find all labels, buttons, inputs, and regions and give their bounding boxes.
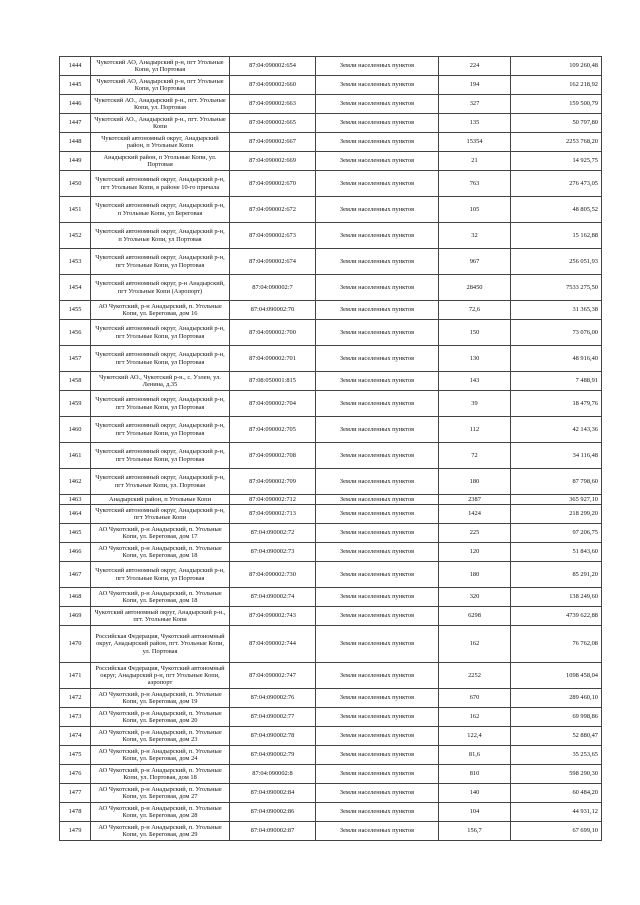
table-row xyxy=(60,822,602,841)
land-category-cell: Земли населенных пунктов xyxy=(316,727,439,746)
land-category-cell: Земли населенных пунктов xyxy=(316,469,439,495)
cadastral-number-cell: 87:04:090002:705 xyxy=(230,417,316,443)
table-row xyxy=(60,689,602,708)
cadastral-number-cell: 87:04:090002:654 xyxy=(230,57,316,76)
area-cell: 1424 xyxy=(439,505,511,524)
land-category-cell: Земли населенных пунктов xyxy=(316,765,439,784)
cadastral-value-cell: 44 931,12 xyxy=(511,803,602,822)
address-cell: Анадырский район, п Угольные Копи, ул. Портовая xyxy=(91,152,230,171)
table-row xyxy=(60,95,602,114)
address-cell: АО Чукотский, р-н Анадырский, п. Угольные Копи, ул. Береговая, дом 24 xyxy=(91,746,230,765)
address-cell: Чукотский автономный округ, Анадырский р-н, пгт Угольные Копи, ул Портовая xyxy=(91,443,230,469)
address-cell: Анадырский район, п Угольные Копи xyxy=(91,495,230,505)
table-row xyxy=(60,803,602,822)
table-row xyxy=(60,171,602,197)
table-row xyxy=(60,372,602,391)
area-cell: 81,6 xyxy=(439,746,511,765)
cadastral-number-cell: 87:04:090002:8 xyxy=(230,765,316,784)
row-number-cell: 1453 xyxy=(60,249,91,275)
land-category-cell: Земли населенных пунктов xyxy=(316,443,439,469)
table-row xyxy=(60,275,602,301)
row-number-cell: 1461 xyxy=(60,443,91,469)
table-row xyxy=(60,663,602,689)
area-cell: 763 xyxy=(439,171,511,197)
cadastral-value-cell: 218 299,20 xyxy=(511,505,602,524)
area-cell: 105 xyxy=(439,197,511,223)
cadastral-value-cell: 76 762,08 xyxy=(511,626,602,663)
cadastral-value-cell: 52 880,47 xyxy=(511,727,602,746)
table-row xyxy=(60,223,602,249)
cadastral-number-cell: 87:04:090002:663 xyxy=(230,95,316,114)
cadastral-value-cell: 1098 458,04 xyxy=(511,663,602,689)
land-category-cell: Земли населенных пунктов xyxy=(316,524,439,543)
cadastral-number-cell: 87:04:090002:74 xyxy=(230,588,316,607)
cadastral-number-cell: 87:04:090002:674 xyxy=(230,249,316,275)
address-cell: АО Чукотский, р-н Анадырский, п. Угольные Копи, ул. Береговая, дом 18 xyxy=(91,588,230,607)
land-category-cell: Земли населенных пунктов xyxy=(316,223,439,249)
table-row xyxy=(60,152,602,171)
cadastral-number-cell: 87:04:090002:660 xyxy=(230,76,316,95)
cadastral-value-cell: 598 290,30 xyxy=(511,765,602,784)
cadastral-value-cell: 365 927,10 xyxy=(511,495,602,505)
land-category-cell: Земли населенных пунктов xyxy=(316,607,439,626)
land-category-cell: Земли населенных пунктов xyxy=(316,626,439,663)
row-number-cell: 1469 xyxy=(60,607,91,626)
cadastral-value-cell: 48 916,40 xyxy=(511,346,602,372)
cadastral-value-cell: 2253 768,20 xyxy=(511,133,602,152)
area-cell: 15354 xyxy=(439,133,511,152)
address-cell: Чукотский автономный округ, Анадырский р-н., пгт. Угольные Копи xyxy=(91,607,230,626)
cadastral-value-cell: 48 805,52 xyxy=(511,197,602,223)
table-row xyxy=(60,524,602,543)
area-cell: 156,7 xyxy=(439,822,511,841)
cadastral-value-cell: 289 460,10 xyxy=(511,689,602,708)
address-cell: АО Чукотский, р-н Анадырский, п. Угольные Копи, ул. Береговая, дом 23 xyxy=(91,727,230,746)
address-cell: АО Чукотский, р-н Анадырский, п. Угольные Копи, ул. Береговая, дом 29 xyxy=(91,822,230,841)
land-plots-table xyxy=(59,56,602,841)
land-plots-table-body xyxy=(60,57,602,841)
address-cell: Чукотский АО., Чукотский р-н., с. Уэлен, ул. Ленина, д.35 xyxy=(91,372,230,391)
row-number-cell: 1475 xyxy=(60,746,91,765)
cadastral-number-cell: 87:04:090002:86 xyxy=(230,803,316,822)
address-cell: АО Чукотский, р-н Анадырский, п. Угольные Копи, ул. Портовая, дом 18 xyxy=(91,765,230,784)
cadastral-number-cell: 87:04:090002:78 xyxy=(230,727,316,746)
area-cell: 39 xyxy=(439,391,511,417)
cadastral-number-cell: 87:04:090002:79 xyxy=(230,746,316,765)
area-cell: 112 xyxy=(439,417,511,443)
land-category-cell: Земли населенных пунктов xyxy=(316,663,439,689)
cadastral-value-cell: 276 473,05 xyxy=(511,171,602,197)
area-cell: 180 xyxy=(439,562,511,588)
row-number-cell: 1447 xyxy=(60,114,91,133)
cadastral-value-cell: 35 253,65 xyxy=(511,746,602,765)
land-category-cell: Земли населенных пунктов xyxy=(316,803,439,822)
area-cell: 150 xyxy=(439,320,511,346)
area-cell: 670 xyxy=(439,689,511,708)
cadastral-value-cell: 15 162,88 xyxy=(511,223,602,249)
row-number-cell: 1446 xyxy=(60,95,91,114)
cadastral-number-cell: 87:04:090002:70 xyxy=(230,301,316,320)
cadastral-value-cell: 85 291,20 xyxy=(511,562,602,588)
cadastral-number-cell: 87:04:090002:665 xyxy=(230,114,316,133)
address-cell: Российская Федерация, Чукотский автономный округ, Анадырский р-н, пгт Угольные Копи, аэропорт xyxy=(91,663,230,689)
table-row xyxy=(60,417,602,443)
table-row xyxy=(60,765,602,784)
row-number-cell: 1449 xyxy=(60,152,91,171)
table-row xyxy=(60,76,602,95)
table-row xyxy=(60,133,602,152)
cadastral-number-cell: 87:04:090002:7 xyxy=(230,275,316,301)
cadastral-number-cell: 87:04:090002:704 xyxy=(230,391,316,417)
cadastral-number-cell: 87:04:090002:672 xyxy=(230,197,316,223)
row-number-cell: 1474 xyxy=(60,727,91,746)
cadastral-value-cell: 69 998,86 xyxy=(511,708,602,727)
row-number-cell: 1463 xyxy=(60,495,91,505)
address-cell: АО Чукотский, р-н Анадырский, п. Угольные Копи, ул. Береговая, дом 17 xyxy=(91,524,230,543)
address-cell: АО Чукотский, р-н Анадырский, п. Угольные Копи, ул. Береговая, дом 19 xyxy=(91,689,230,708)
area-cell: 143 xyxy=(439,372,511,391)
row-number-cell: 1462 xyxy=(60,469,91,495)
cadastral-value-cell: 87 798,60 xyxy=(511,469,602,495)
row-number-cell: 1470 xyxy=(60,626,91,663)
land-category-cell: Земли населенных пунктов xyxy=(316,76,439,95)
row-number-cell: 1467 xyxy=(60,562,91,588)
area-cell: 6298 xyxy=(439,607,511,626)
land-category-cell: Земли населенных пунктов xyxy=(316,197,439,223)
address-cell: Чукотский автономный округ, Анадырский р-н, пгт Угольные Копи, ул Портовая xyxy=(91,346,230,372)
cadastral-number-cell: 87:04:090002:73 xyxy=(230,543,316,562)
table-row xyxy=(60,249,602,275)
row-number-cell: 1460 xyxy=(60,417,91,443)
address-cell: Чукотский автономный округ, Анадырский район, п Угольные Копи xyxy=(91,133,230,152)
cadastral-number-cell: 87:04:090002:744 xyxy=(230,626,316,663)
table-row xyxy=(60,391,602,417)
cadastral-value-cell: 97 206,75 xyxy=(511,524,602,543)
area-cell: 130 xyxy=(439,346,511,372)
area-cell: 21 xyxy=(439,152,511,171)
address-cell: Чукотский автономный округ, Анадырский р-н, п Угольные Копи, ул Портовая xyxy=(91,223,230,249)
cadastral-value-cell: 51 843,60 xyxy=(511,543,602,562)
address-cell: Чукотский автономный округ, р-н Анадырский, пгт Угольные Копи (Аэропорт) xyxy=(91,275,230,301)
land-category-cell: Земли населенных пунктов xyxy=(316,133,439,152)
row-number-cell: 1476 xyxy=(60,765,91,784)
cadastral-value-cell: 73 076,00 xyxy=(511,320,602,346)
land-category-cell: Земли населенных пунктов xyxy=(316,708,439,727)
row-number-cell: 1466 xyxy=(60,543,91,562)
cadastral-value-cell: 50 797,80 xyxy=(511,114,602,133)
cadastral-value-cell: 42 143,36 xyxy=(511,417,602,443)
cadastral-value-cell: 4739 622,88 xyxy=(511,607,602,626)
cadastral-value-cell: 18 479,76 xyxy=(511,391,602,417)
land-category-cell: Земли населенных пунктов xyxy=(316,171,439,197)
area-cell: 224 xyxy=(439,57,511,76)
area-cell: 194 xyxy=(439,76,511,95)
address-cell: Российская Федерация, Чукотский автономный округ, Анадырский район, пгт. Угольные Копи, ул. Портовая xyxy=(91,626,230,663)
address-cell: Чукотский автономный округ, Анадырский р-н, пгт Угольные Копи, ул Портовая xyxy=(91,391,230,417)
cadastral-number-cell: 87:04:090002:709 xyxy=(230,469,316,495)
table-row xyxy=(60,114,602,133)
address-cell: Чукотский АО., Анадырский р-н., пгт. Угольные Копи, ул. Портовая xyxy=(91,95,230,114)
cadastral-number-cell: 87:04:090002:730 xyxy=(230,562,316,588)
table-row xyxy=(60,320,602,346)
address-cell: АО Чукотский, р-н Анадырский, п. Угольные Копи, ул. Береговая, дом 27 xyxy=(91,784,230,803)
table-row xyxy=(60,469,602,495)
land-category-cell: Земли населенных пунктов xyxy=(316,301,439,320)
area-cell: 104 xyxy=(439,803,511,822)
address-cell: Чукотский автономный округ, Анадырский р-н, пгт Угольные Копи, ул Портовая xyxy=(91,320,230,346)
address-cell: Чукотский автономный округ, Анадырский р-н, пгт Угольные Копи, ул Портовая xyxy=(91,249,230,275)
land-category-cell: Земли населенных пунктов xyxy=(316,746,439,765)
address-cell: Чукотский АО, Анадырский р-н, пгт Угольные Копи, ул Портовая xyxy=(91,57,230,76)
cadastral-number-cell: 87:08:050001:815 xyxy=(230,372,316,391)
cadastral-number-cell: 87:04:090002:747 xyxy=(230,663,316,689)
row-number-cell: 1473 xyxy=(60,708,91,727)
table-row xyxy=(60,626,602,663)
cadastral-value-cell: 162 218,92 xyxy=(511,76,602,95)
area-cell: 327 xyxy=(439,95,511,114)
area-cell: 135 xyxy=(439,114,511,133)
cadastral-number-cell: 87:04:090002:77 xyxy=(230,708,316,727)
table-row xyxy=(60,784,602,803)
land-category-cell: Земли населенных пунктов xyxy=(316,346,439,372)
area-cell: 162 xyxy=(439,708,511,727)
cadastral-number-cell: 87:04:090002:87 xyxy=(230,822,316,841)
area-cell: 2387 xyxy=(439,495,511,505)
land-category-cell: Земли населенных пунктов xyxy=(316,114,439,133)
cadastral-value-cell: 60 484,20 xyxy=(511,784,602,803)
cadastral-number-cell: 87:04:090002:76 xyxy=(230,689,316,708)
area-cell: 162 xyxy=(439,626,511,663)
cadastral-number-cell: 87:04:090002:712 xyxy=(230,495,316,505)
row-number-cell: 1448 xyxy=(60,133,91,152)
address-cell: Чукотский АО, Анадырский р-н, пгт Угольные Копи, ул Портовая xyxy=(91,76,230,95)
area-cell: 225 xyxy=(439,524,511,543)
cadastral-number-cell: 87:04:090002:72 xyxy=(230,524,316,543)
row-number-cell: 1457 xyxy=(60,346,91,372)
area-cell: 810 xyxy=(439,765,511,784)
cadastral-number-cell: 87:04:090002:743 xyxy=(230,607,316,626)
table-row xyxy=(60,346,602,372)
row-number-cell: 1458 xyxy=(60,372,91,391)
cadastral-number-cell: 87:04:090002:84 xyxy=(230,784,316,803)
table-row xyxy=(60,505,602,524)
address-cell: АО Чукотский, р-н Анадырский, п. Угольные Копи, ул. Береговая, дом 28 xyxy=(91,803,230,822)
land-category-cell: Земли населенных пунктов xyxy=(316,784,439,803)
cadastral-value-cell: 31 365,38 xyxy=(511,301,602,320)
cadastral-number-cell: 87:04:090002:669 xyxy=(230,152,316,171)
address-cell: Чукотский автономный округ, Анадырский р-н, пгт Угольные Копи, ул. Портовая xyxy=(91,469,230,495)
table-row xyxy=(60,495,602,505)
cadastral-value-cell: 14 925,75 xyxy=(511,152,602,171)
cadastral-value-cell: 7 488,91 xyxy=(511,372,602,391)
row-number-cell: 1455 xyxy=(60,301,91,320)
area-cell: 180 xyxy=(439,469,511,495)
row-number-cell: 1471 xyxy=(60,663,91,689)
row-number-cell: 1465 xyxy=(60,524,91,543)
area-cell: 2252 xyxy=(439,663,511,689)
row-number-cell: 1445 xyxy=(60,76,91,95)
land-category-cell: Земли населенных пунктов xyxy=(316,505,439,524)
land-category-cell: Земли населенных пунктов xyxy=(316,543,439,562)
cadastral-number-cell: 87:04:090002:713 xyxy=(230,505,316,524)
address-cell: АО Чукотский, р-н Анадырский, п. Угольные Копи, ул. Береговая, дом 18 xyxy=(91,543,230,562)
row-number-cell: 1450 xyxy=(60,171,91,197)
table-row xyxy=(60,443,602,469)
cadastral-number-cell: 87:04:090002:667 xyxy=(230,133,316,152)
table-row xyxy=(60,57,602,76)
area-cell: 140 xyxy=(439,784,511,803)
land-category-cell: Земли населенных пунктов xyxy=(316,689,439,708)
area-cell: 72 xyxy=(439,443,511,469)
table-row xyxy=(60,746,602,765)
land-category-cell: Земли населенных пунктов xyxy=(316,57,439,76)
cadastral-number-cell: 87:04:090002:673 xyxy=(230,223,316,249)
area-cell: 320 xyxy=(439,588,511,607)
row-number-cell: 1464 xyxy=(60,505,91,524)
table-row xyxy=(60,562,602,588)
address-cell: АО Чукотский, р-н Анадырский, п. Угольные Копи, ул. Береговая, дом 20 xyxy=(91,708,230,727)
land-category-cell: Земли населенных пунктов xyxy=(316,495,439,505)
row-number-cell: 1459 xyxy=(60,391,91,417)
cadastral-value-cell: 159 500,79 xyxy=(511,95,602,114)
row-number-cell: 1479 xyxy=(60,822,91,841)
land-category-cell: Земли населенных пунктов xyxy=(316,95,439,114)
row-number-cell: 1478 xyxy=(60,803,91,822)
address-cell: Чукотский автономный округ, Анадырский р-н, пгт Угольные Копи, ул Портовая xyxy=(91,417,230,443)
land-category-cell: Земли населенных пунктов xyxy=(316,372,439,391)
cadastral-number-cell: 87:04:090002:700 xyxy=(230,320,316,346)
land-category-cell: Земли населенных пунктов xyxy=(316,320,439,346)
land-category-cell: Земли населенных пунктов xyxy=(316,562,439,588)
cadastral-value-cell: 256 051,93 xyxy=(511,249,602,275)
row-number-cell: 1456 xyxy=(60,320,91,346)
land-category-cell: Земли населенных пунктов xyxy=(316,417,439,443)
cadastral-number-cell: 87:04:090002:701 xyxy=(230,346,316,372)
row-number-cell: 1477 xyxy=(60,784,91,803)
table-row xyxy=(60,708,602,727)
cadastral-value-cell: 67 699,10 xyxy=(511,822,602,841)
table-row xyxy=(60,543,602,562)
cadastral-number-cell: 87:04:090002:708 xyxy=(230,443,316,469)
table-row xyxy=(60,588,602,607)
land-register-page xyxy=(59,56,598,841)
table-row xyxy=(60,301,602,320)
row-number-cell: 1468 xyxy=(60,588,91,607)
land-category-cell: Земли населенных пунктов xyxy=(316,822,439,841)
cadastral-number-cell: 87:04:090002:670 xyxy=(230,171,316,197)
land-category-cell: Земли населенных пунктов xyxy=(316,391,439,417)
land-category-cell: Земли населенных пунктов xyxy=(316,249,439,275)
area-cell: 967 xyxy=(439,249,511,275)
land-category-cell: Земли населенных пунктов xyxy=(316,275,439,301)
area-cell: 28450 xyxy=(439,275,511,301)
land-category-cell: Земли населенных пунктов xyxy=(316,152,439,171)
area-cell: 32 xyxy=(439,223,511,249)
row-number-cell: 1454 xyxy=(60,275,91,301)
row-number-cell: 1444 xyxy=(60,57,91,76)
area-cell: 122,4 xyxy=(439,727,511,746)
address-cell: Чукотский автономный округ, Анадырский р-н, п Угольные Копи, ул Береговая xyxy=(91,197,230,223)
area-cell: 120 xyxy=(439,543,511,562)
address-cell: АО Чукотский, р-н Анадырский, п. Угольные Копи, ул. Береговая, дом 16 xyxy=(91,301,230,320)
cadastral-value-cell: 7533 275,50 xyxy=(511,275,602,301)
table-row xyxy=(60,607,602,626)
cadastral-value-cell: 34 116,48 xyxy=(511,443,602,469)
row-number-cell: 1451 xyxy=(60,197,91,223)
address-cell: Чукотский АО., Анадырский р-н., пгт. Угольные Копи xyxy=(91,114,230,133)
address-cell: Чукотский автономный округ, Анадырский р-н, пгт Угольные Копи, ул Портовая xyxy=(91,562,230,588)
area-cell: 72,6 xyxy=(439,301,511,320)
row-number-cell: 1452 xyxy=(60,223,91,249)
row-number-cell: 1472 xyxy=(60,689,91,708)
address-cell: Чукотский автономный округ, Анадырский р-н, пгт Угольные Копи, в районе 10-го причала xyxy=(91,171,230,197)
land-category-cell: Земли населенных пунктов xyxy=(316,588,439,607)
address-cell: Чукотский автономный округ, Анадырский р-н, пгт Угольные Копи xyxy=(91,505,230,524)
table-row xyxy=(60,197,602,223)
cadastral-value-cell: 138 249,60 xyxy=(511,588,602,607)
table-row xyxy=(60,727,602,746)
cadastral-value-cell: 109 260,48 xyxy=(511,57,602,76)
